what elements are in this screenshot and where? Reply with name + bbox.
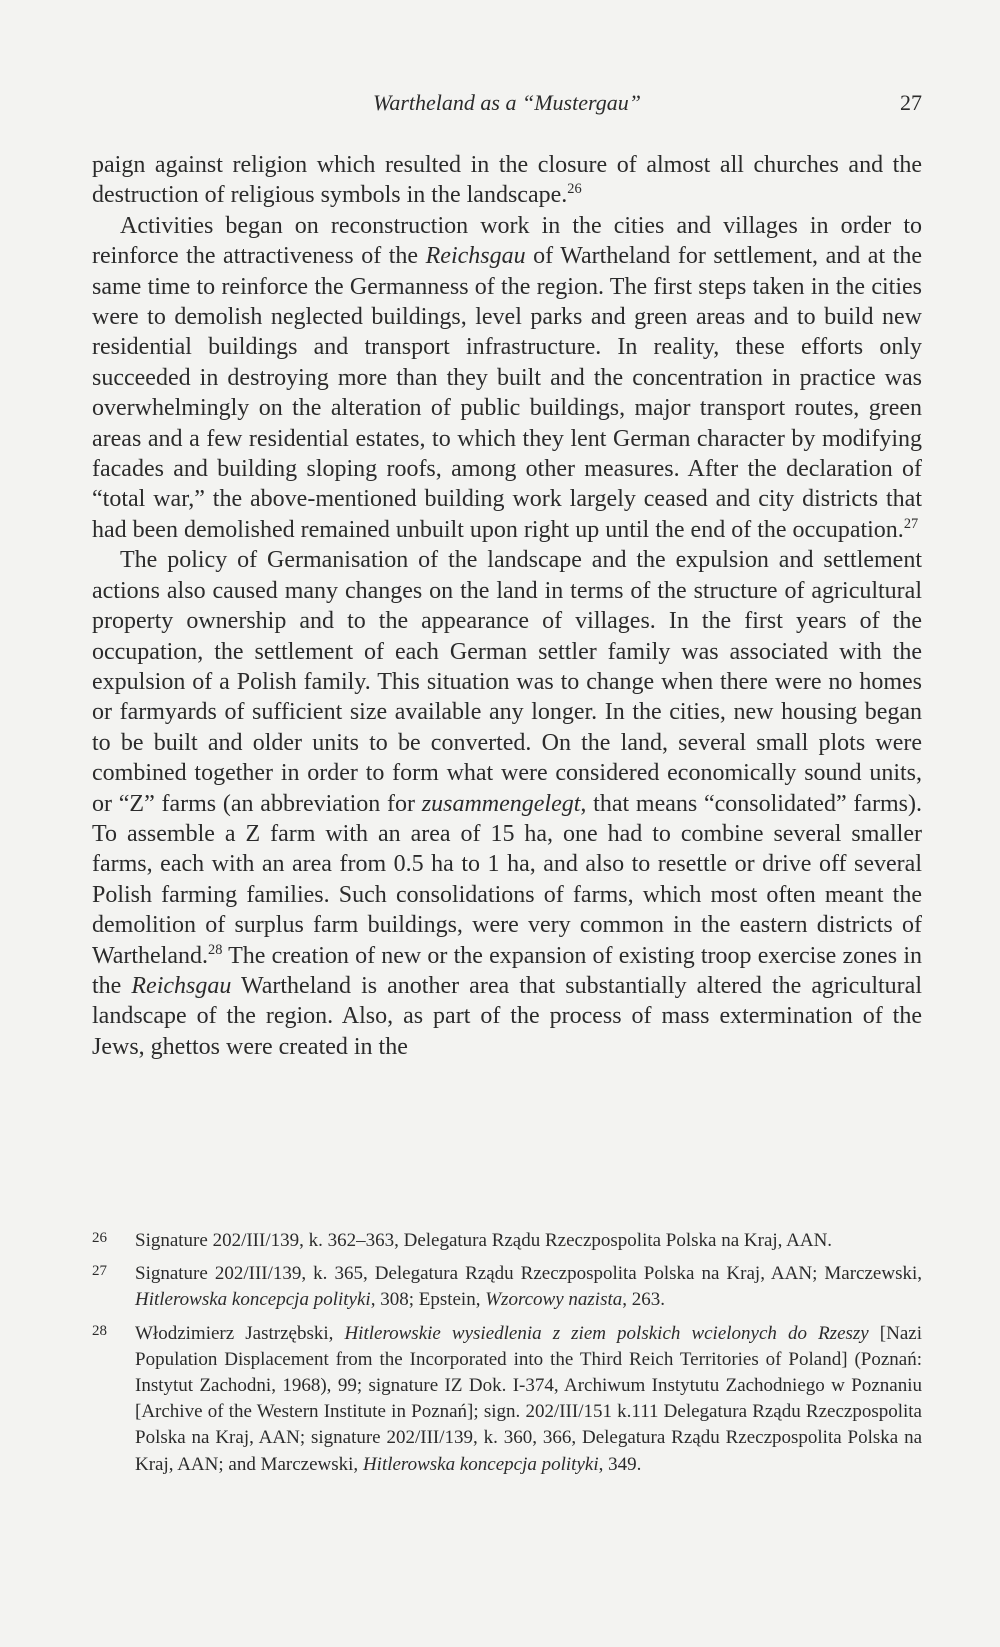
footnote-28 <box>92 1321 922 1478</box>
paragraph-3-italic-1: zusammengelegt <box>421 790 581 817</box>
footnote-number: 26 <box>92 1230 107 1246</box>
footnote-ref-27: 27 <box>903 515 919 532</box>
footnote-ref-28: 28 <box>208 941 223 958</box>
footnote-text: Signature 202/III/139, k. 365, Delegatura Rządu Rzeczpospolita Polska na Kraj, AAN; Marczewski, <box>135 1263 922 1285</box>
paragraph-3-text-b: , that means “consolidated” farms). To assemble a Z farm with an area of 15 ha, one had to combine several smaller farms, each with an area from 0.5 ha to 1 ha, and also to resettle or drive off several Polish farming families. Such consolidations of farms, which most often meant the demolition of surplus farm buildings, were very common in the eastern districts of Wartheland. <box>92 790 922 969</box>
footnote-text: , 308; Epstein, <box>370 1289 486 1311</box>
paragraph-3-text-c: The creation of new or the expansion of existing troop exercise zones in the <box>92 942 922 999</box>
paragraph-3 <box>92 545 922 1062</box>
footnote-text: , 349. <box>598 1453 642 1475</box>
footnote-27 <box>92 1261 922 1313</box>
body-text <box>92 150 922 1062</box>
page-number: 27 <box>900 90 922 115</box>
paragraph-2 <box>92 211 922 545</box>
footnote-text: [Nazi Population Displacement from the Incorporated into the Third Reich Territories of Poland] (Poznań: Instytut Zachodni, 1968), 99; signature IZ Dok. I-374, Archiwum Instytutu Zachodniego w Poznaniu [Archive of the Western Institute in Poznań]; sign. 202/III/151 k.111 Delegatura Rządu Rzeczpospolita Polska na Kraj, AAN; signature 202/III/139, k. 360, 366, Delegatura Rządu Rzeczpospolita Polska na Kraj, AAN; and Marczewski, <box>135 1322 922 1475</box>
paragraph-2-text-a: Activities began on reconstruction work in the cities and villages in order to reinforce the attractiveness of the <box>92 212 922 270</box>
paragraph-1 <box>92 150 922 211</box>
footnote-number: 28 <box>92 1322 107 1339</box>
paragraph-2-text-b: of Wartheland for settlement, and at the same time to reinforce the Germanness of the region. The first steps taken in the cities were to demolish neglected buildings, level parks and green areas and to build new residential buildings and transport infrastructure. In reality, these efforts only succeeded in destroying more than they built and the concentration in practice was overwhelmingly on the alteration of public buildings, major transport routes, green areas and a few residential estates, to which they lent German character by modifying facades and building sloping roofs, among other measures. After the declaration of “total war,” the above-mentioned building work largely ceased and city districts that had been demolished remained unbuilt upon right up until the end of the occupation. <box>92 243 922 543</box>
footnote-text: Signature 202/III/139, k. 362–363, Delegatura Rządu Rzeczpospolita Polska na Kraj, AAN. <box>135 1230 833 1251</box>
running-head-title: Wartheland as a “Mustergau” <box>373 90 641 115</box>
footnotes <box>92 1228 922 1485</box>
footnote-italic-title: Wzorcowy nazista <box>485 1289 623 1311</box>
paragraph-3-text-d: Wartheland is another area that substantially altered the agricultural landscape of the region. Also, as part of the process of mass extermination of the Jews, ghettos were created in the <box>92 972 922 1060</box>
footnote-number: 27 <box>92 1263 107 1280</box>
footnote-italic-title: Hitlerowska koncepcja polityki <box>362 1453 599 1475</box>
paragraph-3-italic-2: Reichsgau <box>131 972 232 999</box>
paragraph-2-italic: Reichsgau <box>425 243 526 270</box>
footnote-italic-title: Hitlerowskie wysiedlenia z ziem polskich wcielonych do Rzeszy <box>344 1322 869 1344</box>
paragraph-3-text-a: The policy of Germanisation of the landscape and the expulsion and settlement actions also caused many changes on the land in terms of the structure of agricultural property ownership and to the appearance of villages. In the first years of the occupation, the settlement of each German settler family was associated with the expulsion of a Polish family. This situation was to change when there were no homes or farmyards of sufficient size available any longer. In the cities, new housing began to be built and older units to be converted. On the land, several small plots were combined together in order to form what were considered economically sound units, or “Z” farms (an abbreviation for <box>92 547 922 817</box>
paragraph-1-text: paign against religion which resulted in the closure of almost all churches and the destruction of religious symbols in the landscape. <box>92 152 922 209</box>
footnote-ref-26: 26 <box>567 181 582 198</box>
footnote-italic-title: Hitlerowska koncepcja polityki <box>135 1289 371 1311</box>
footnote-text: Włodzimierz Jastrzębski, <box>135 1322 345 1344</box>
footnote-text: , 263. <box>622 1289 666 1311</box>
footnote-26 <box>92 1228 922 1254</box>
